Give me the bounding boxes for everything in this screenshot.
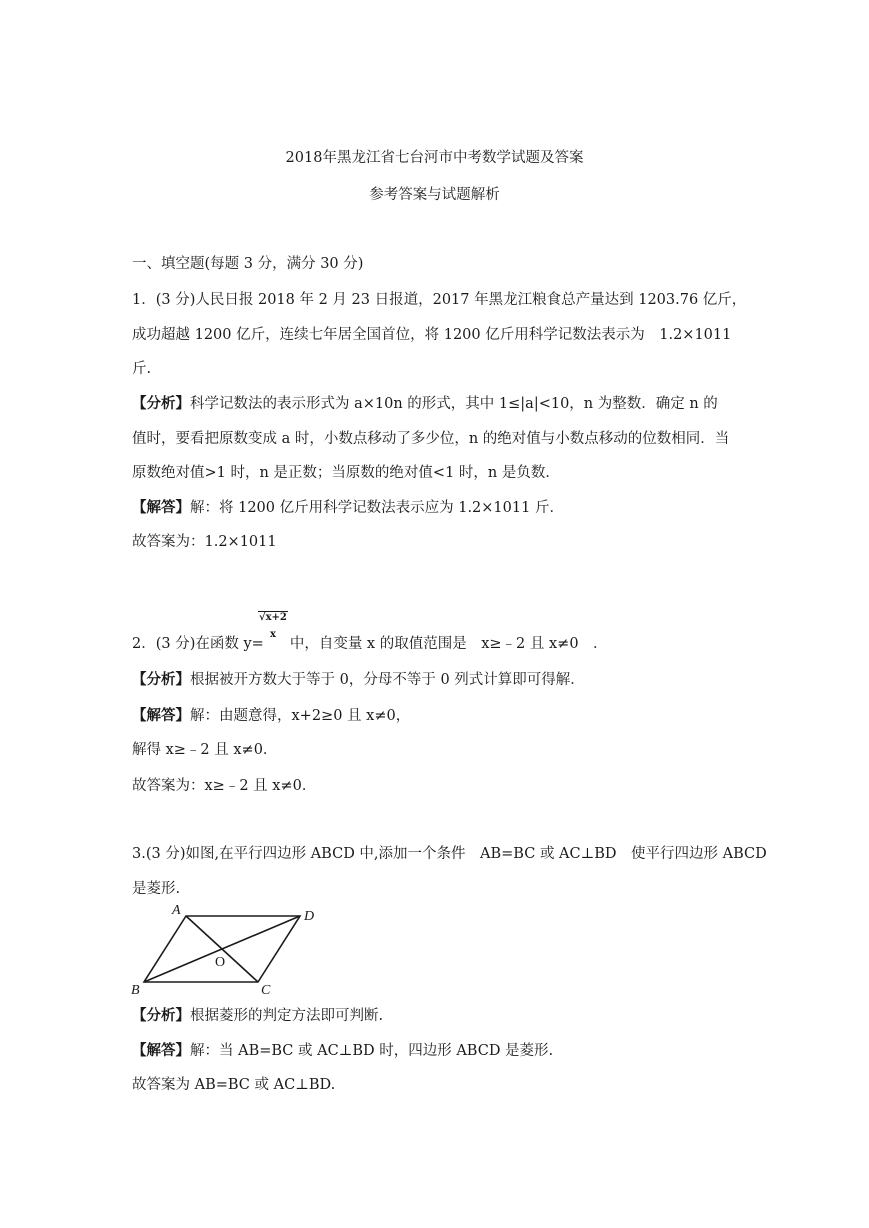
document-title: 2018年黑龙江省七台河市中考数学试题及答案 — [285, 150, 584, 166]
analysis-tag: 【分析】 — [132, 395, 190, 412]
q3-line-2: 是菱形. — [132, 881, 181, 897]
q3-line-1: 3.(3 分)如图,在平行四边形 ABCD 中,添加一个条件 AB=BC 或 AC⊥BD 使平行四边形 ABCD — [132, 846, 767, 862]
q3-solution — [132, 1039, 553, 1060]
q2-question — [132, 632, 608, 653]
q2-prefix: 2．(3 分)在函数 y= — [132, 636, 264, 652]
q2-answer: 故答案为：x≥﹣2 且 x≠0． — [132, 778, 317, 794]
analysis-tag: 【分析】 — [132, 1007, 190, 1024]
q3-solution-text: 解：当 AB=BC 或 AC⊥BD 时，四边形 ABCD 是菱形. — [190, 1043, 554, 1059]
q2-suffix: 中，自变量 x 的取值范围是 x≥﹣2 且 x≠0 ． — [289, 636, 608, 652]
q1-analysis-line-2: 值时，要看把原数变成 a 时，小数点移动了多少位，n 的绝对值与小数点移动的位数相同．当 — [132, 431, 730, 447]
q1-analysis-line-3: 原数绝对值>1 时，n 是正数；当原数的绝对值<1 时，n 是负数． — [132, 465, 560, 481]
q1-answer: 故答案为：1.2×1011 — [132, 534, 277, 550]
solution-tag: 【解答】 — [132, 1042, 190, 1059]
q3-analysis-text: 根据菱形的判定方法即可判断. — [190, 1008, 384, 1024]
q1-analysis — [132, 392, 718, 413]
q1-analysis-text: 科学记数法的表示形式为 a×10n 的形式，其中 1≤|a|<10，n 为整数．确定 n 的 — [190, 396, 718, 412]
solution-tag: 【解答】 — [132, 499, 190, 516]
q3-answer: 故答案为 AB=BC 或 AC⊥BD. — [132, 1077, 336, 1093]
q1-line-1: 1．(3 分)人民日报 2018 年 2 月 23 日报道，2017 年黑龙江粮食总产量达到 1203.76 亿斤， — [132, 292, 747, 308]
q2-solution-line-2: 解得 x≥﹣2 且 x≠0． — [132, 742, 278, 758]
q1-solution — [132, 496, 564, 517]
q1-solution-text: 解：将 1200 亿斤用科学记数法表示应为 1.2×1011 斤． — [190, 500, 564, 516]
analysis-tag: 【分析】 — [132, 671, 190, 688]
label-b: B — [131, 983, 140, 998]
q2-analysis — [132, 668, 585, 689]
q2-fraction-numerator: √x+2 — [259, 612, 287, 623]
diagonal-bd — [144, 916, 300, 982]
document-subtitle: 参考答案与试题解析 — [369, 187, 500, 203]
label-a: A — [172, 903, 181, 918]
q2-solution-text: 解：由题意得，x+2≥0 且 x≠0， — [190, 708, 411, 724]
label-d: D — [304, 909, 315, 924]
q2-solution — [132, 704, 410, 725]
label-o: O — [215, 955, 226, 970]
q1-line-2: 成功超越 1200 亿斤，连续七年居全国首位，将 1200 亿斤用科学记数法表示为 1.2×1011 — [132, 327, 732, 343]
q3-analysis — [132, 1004, 383, 1025]
parallelogram-figure — [128, 898, 328, 998]
q1-line-3: 斤. — [132, 361, 152, 377]
q2-fraction-denominator: x — [270, 629, 276, 640]
solution-tag: 【解答】 — [132, 707, 190, 724]
label-c: C — [261, 983, 271, 998]
section-heading: 一、填空题(每题 3 分，满分 30 分) — [132, 256, 364, 272]
q2-analysis-text: 根据被开方数大于等于 0，分母不等于 0 列式计算即可得解． — [190, 672, 585, 688]
